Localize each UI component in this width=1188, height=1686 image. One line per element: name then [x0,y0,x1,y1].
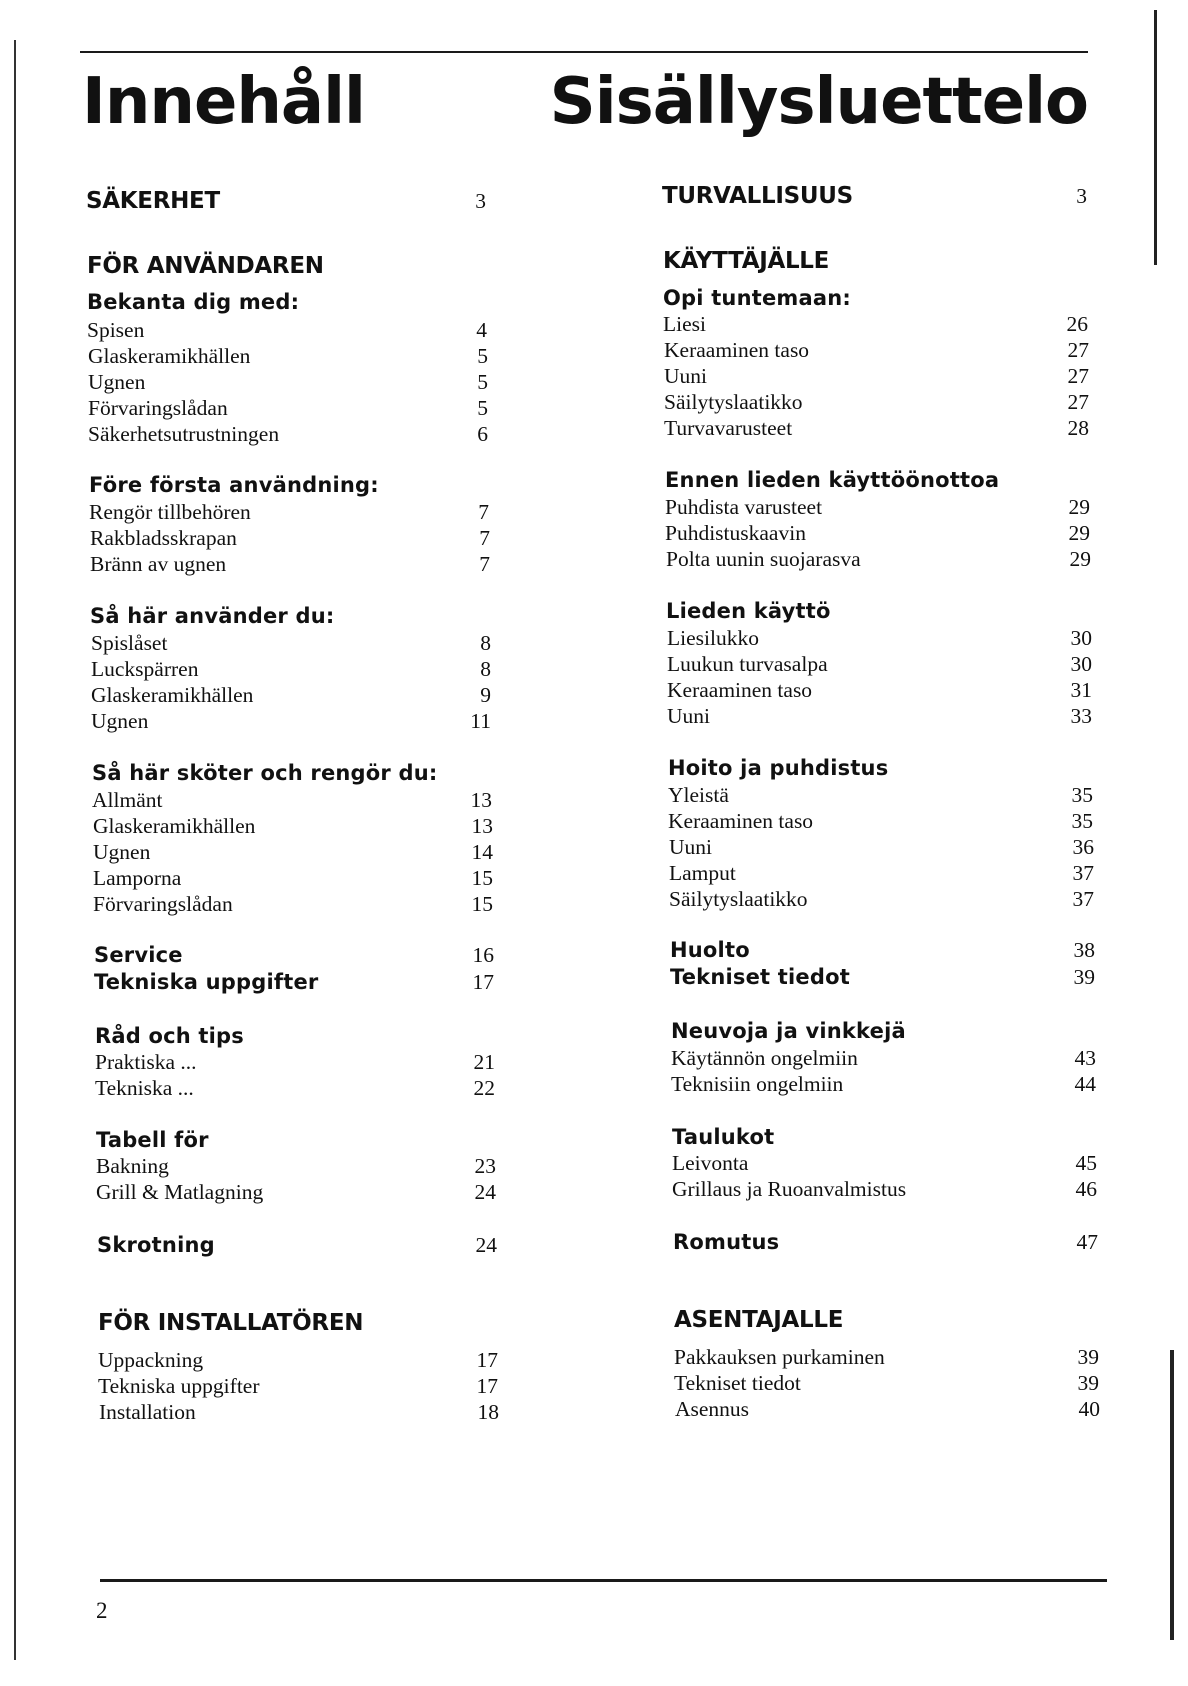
toc-page-number: 38 [1073,938,1095,962]
toc-label: Förvaringslådan [88,396,228,420]
toc-subheading [84,970,494,995]
toc-entry [84,552,490,577]
toc-page-number: 24 [474,1180,496,1204]
toc-label: Rakbladsskrapan [90,526,237,550]
toc-entry [660,1151,1097,1176]
toc-label: Installation [99,1400,196,1424]
toc-entry [84,1400,499,1425]
toc-label: ASENTAJALLE [674,1307,844,1333]
toc-label: Tekniska uppgifter [94,970,319,994]
toc-entry [660,783,1093,808]
toc-page-number: 17 [472,970,494,994]
toc-entry [84,1050,495,1075]
toc-entry [660,1177,1097,1202]
toc-page-number: 28 [1067,416,1089,440]
toc-label: Leivonta [672,1151,749,1175]
toc-entry [84,814,493,839]
toc-entry [660,495,1090,520]
toc-label: Så här sköter och rengör du: [92,761,438,785]
toc-label: Tekniska ... [95,1076,194,1100]
toc-label: Luukun turvasalpa [667,652,828,676]
top-rule [80,51,1088,53]
toc-subheading [84,1128,496,1152]
toc-label: Pakkauksen purkaminen [674,1345,885,1369]
toc-label: Glaskeramikhällen [88,344,251,368]
toc-page-number: 3 [475,189,486,213]
toc-label: Tekniska uppgifter [98,1374,260,1398]
toc-label: Före första användning: [89,473,379,497]
title-swedish: Innehåll [82,65,365,139]
toc-label: KÄYTTÄJÄLLE [663,248,830,274]
toc-page-number: 29 [1068,521,1090,545]
toc-page-number: 29 [1069,547,1091,571]
toc-subheading [660,938,1095,963]
toc-entry [84,892,493,917]
toc-page-number: 31 [1070,678,1092,702]
toc-label: Puhdistuskaavin [665,521,806,545]
toc-page-number: 8 [480,631,491,655]
toc-section-heading [660,1307,1099,1333]
toc-page-number: 33 [1070,704,1092,728]
toc-label: Grill & Matlagning [96,1180,264,1204]
toc-label: Tekniset tiedot [674,1371,801,1395]
toc-label: Så här använder du: [90,604,335,628]
toc-page-number: 5 [477,344,488,368]
toc-subheading [660,965,1095,990]
toc-label: FÖR ANVÄNDAREN [87,253,324,279]
toc-entry [660,704,1092,729]
toc-label: Lieden käyttö [666,599,831,623]
toc-label: Grillaus ja Ruoanvalmistus [672,1177,907,1201]
toc-page-number: 9 [480,683,491,707]
toc-section-heading [84,188,486,214]
toc-entry [660,809,1093,834]
toc-entry [84,1154,496,1179]
bottom-rule [100,1579,1107,1582]
toc-page-number: 23 [474,1154,496,1178]
toc-page-number: 44 [1074,1072,1096,1096]
toc-label: Ugnen [93,840,151,864]
toc-section-heading [84,1310,498,1336]
toc-subheading [84,604,490,628]
toc-page-number: 6 [477,422,488,446]
toc-subheading [84,1024,495,1048]
toc-subheading [660,756,1093,780]
toc-page-number: 7 [479,552,490,576]
toc-page-number: 8 [480,657,491,681]
toc-label: Yleistä [668,783,729,807]
toc-label: Ugnen [88,370,146,394]
toc-page-number: 7 [479,526,490,550]
scan-edge-right-top [1154,10,1157,265]
toc-label: Tekniset tiedot [670,965,850,989]
toc-label: Luckspärren [91,657,199,681]
toc-section-heading [84,253,487,279]
toc-entry [660,887,1094,912]
toc-page-number: 27 [1067,338,1089,362]
toc-subheading [660,286,1088,310]
toc-label: Keraaminen taso [664,338,810,362]
toc-entry [660,678,1092,703]
toc-page-number: 3 [1076,184,1087,208]
toc-label: Polta uunin suojarasva [666,547,861,571]
toc-entry [84,526,490,551]
toc-subheading [660,1230,1098,1255]
toc-entry [84,1076,495,1101]
toc-entry [660,1397,1100,1422]
page-number: 2 [96,1598,108,1623]
toc-label: Neuvoja ja vinkkejä [671,1019,906,1043]
toc-label: Lamporna [93,866,182,890]
toc-label: Spislåset [91,631,168,655]
toc-entry [84,344,488,369]
toc-label: Ugnen [91,709,149,733]
toc-label: Puhdista varusteet [665,495,823,519]
toc-label: Glaskeramikhällen [91,683,254,707]
toc-entry [84,709,491,734]
toc-page-number: 30 [1070,652,1092,676]
toc-entry [660,652,1092,677]
toc-page-number: 15 [471,866,493,890]
toc-subheading [84,473,489,497]
toc-entry [84,631,491,656]
toc-label: Käytännön ongelmiin [671,1046,858,1070]
title-finnish: Sisällysluettelo [549,65,1088,139]
toc-label: Romutus [673,1230,780,1254]
toc-page-number: 39 [1077,1371,1099,1395]
toc-entry [84,788,492,813]
toc-entry [84,840,493,865]
toc-page-number: 47 [1076,1230,1098,1254]
toc-page-number: 26 [1066,312,1088,336]
toc-page-number: 24 [475,1233,497,1257]
toc-label: Säilytyslaatikko [664,390,803,414]
toc-page-number: 39 [1073,965,1095,989]
toc-label: Service [94,943,183,967]
toc-page-number: 21 [473,1050,495,1074]
toc-entry [660,626,1092,651]
toc-entry [660,521,1090,546]
toc-page-number: 46 [1075,1177,1097,1201]
toc-page-number: 16 [472,943,494,967]
toc-entry [84,1348,498,1373]
toc-entry [660,861,1094,886]
toc-label: Spisen [87,318,145,342]
toc-entry [660,338,1089,363]
toc-section-heading [660,183,1087,209]
toc-label: Teknisiin ongelmiin [671,1072,844,1096]
toc-label: Liesilukko [667,626,759,650]
toc-label: Säilytyslaatikko [669,887,808,911]
toc-label: Keraaminen taso [668,809,814,833]
toc-label: Huolto [670,938,750,962]
toc-label: Rengör tillbehören [89,500,251,524]
toc-label: Uuni [667,704,710,728]
toc-entry [660,364,1089,389]
toc-page-number: 11 [470,709,491,733]
toc-label: Uuni [664,364,707,388]
scan-edge-left [14,40,16,1660]
toc-label: Praktiska ... [95,1050,197,1074]
toc-label: Liesi [663,312,706,336]
toc-page-number: 37 [1072,861,1094,885]
toc-label: Råd och tips [95,1024,244,1048]
toc-entry [84,422,488,447]
toc-label: Opi tuntemaan: [663,286,851,310]
toc-page-number: 13 [471,814,493,838]
toc-label: FÖR INSTALLATÖREN [98,1310,364,1336]
toc-entry [84,866,493,891]
toc-label: Asennus [675,1397,750,1421]
toc-page-number: 35 [1071,783,1093,807]
toc-label: Uppackning [98,1348,204,1372]
toc-page-number: 7 [478,500,489,524]
toc-entry [660,416,1089,441]
toc-label: Bekanta dig med: [87,290,300,314]
toc-label: Uuni [669,835,712,859]
toc-page-number: 17 [476,1348,498,1372]
toc-label: Säkerhetsutrustningen [88,422,280,446]
toc-entry [84,370,488,395]
toc-page-number: 29 [1068,495,1090,519]
toc-entry [84,657,491,682]
toc-entry [660,1072,1096,1097]
toc-subheading [84,290,487,314]
toc-page-number: 43 [1074,1046,1096,1070]
toc-page-number: 22 [473,1076,495,1100]
toc-page-number: 45 [1075,1151,1097,1175]
toc-label: Taulukot [672,1125,775,1149]
toc-entry [84,318,487,343]
toc-subheading [660,599,1091,623]
toc-label: Ennen lieden käyttöönottoa [665,468,1000,492]
toc-page-number: 15 [471,892,493,916]
toc-entry [660,1046,1096,1071]
toc-page-number: 13 [470,788,492,812]
toc-label: TURVALLISUUS [662,183,853,209]
toc-label: Tabell för [96,1128,209,1152]
toc-page-number: 18 [477,1400,499,1424]
toc-entry [84,1180,496,1205]
toc-label: Hoito ja puhdistus [668,756,889,780]
toc-subheading [660,1125,1097,1149]
toc-subheading [660,1019,1096,1043]
toc-label: Turvavarusteet [664,416,793,440]
toc-label: Förvaringslådan [93,892,233,916]
toc-subheading [84,761,492,785]
toc-page-number: 40 [1078,1397,1100,1421]
toc-subheading [84,943,494,968]
toc-label: Keraaminen taso [667,678,813,702]
toc-subheading [84,1233,497,1258]
toc-entry [660,390,1089,415]
toc-label: Bakning [96,1154,169,1178]
toc-subheading [660,468,1090,492]
toc-entry [660,1371,1099,1396]
toc-label: Bränn av ugnen [90,552,227,576]
scan-edge-right-bottom [1170,1350,1174,1640]
toc-page-number: 27 [1067,364,1089,388]
toc-label: SÄKERHET [86,188,220,214]
toc-page-number: 14 [471,840,493,864]
toc-label: Glaskeramikhällen [93,814,256,838]
toc-page-number: 37 [1072,887,1094,911]
toc-label: Allmänt [92,788,163,812]
toc-page-number: 35 [1071,809,1093,833]
toc-label: Lamput [669,861,736,885]
toc-entry [660,1345,1099,1370]
toc-entry [660,547,1091,572]
toc-page-number: 4 [476,318,487,342]
toc-entry [84,1374,498,1399]
toc-page-number: 5 [477,370,488,394]
toc-page-number: 30 [1070,626,1092,650]
toc-entry [84,683,491,708]
toc-page-number: 39 [1077,1345,1099,1369]
toc-page-number: 5 [477,396,488,420]
toc-section-heading [660,248,1088,274]
toc-entry [84,396,488,421]
toc-entry [660,312,1088,337]
toc-page-number: 36 [1072,835,1094,859]
toc-entry [660,835,1094,860]
toc-page-number: 27 [1067,390,1089,414]
toc-page-number: 17 [476,1374,498,1398]
toc-entry [84,500,489,525]
toc-label: Skrotning [97,1233,215,1257]
